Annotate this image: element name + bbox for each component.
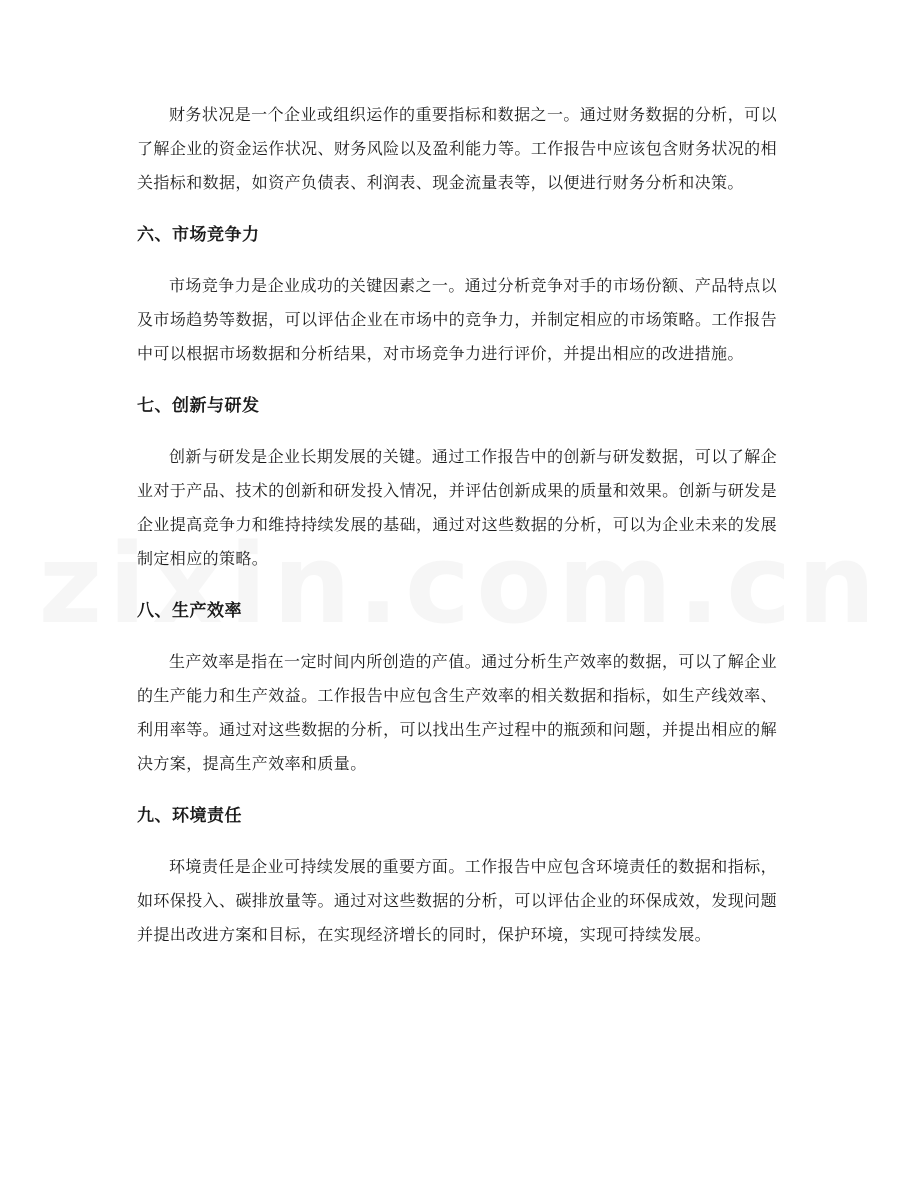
- paragraph-market: 市场竞争力是企业成功的关键因素之一。通过分析竞争对手的市场份额、产品特点以及市场趋势等数据，可以评估企业在市场中的竞争力，并制定相应的市场策略。工作报告中可以根据市场数据和分析结果，对市场竞争力进行评价，并提出相应的改进措施。: [137, 276, 777, 363]
- heading-market: 六、市场竞争力: [137, 225, 260, 245]
- paragraph-environment: 环境责任是企业可持续发展的重要方面。工作报告中应包含环境责任的数据和指标，如环保投入、碳排放量等。通过对这些数据的分析，可以评估企业的环保成效，发现问题并提出改进方案和目标，在实现经济增长的同时，保护环境，实现可持续发展。: [137, 857, 777, 944]
- heading-environment: 九、环境责任: [137, 806, 242, 826]
- paragraph-production: 生产效率是指在一定时间内所创造的产值。通过分析生产效率的数据，可以了解企业的生产能力和生产效益。工作报告中应包含生产效率的相关数据和指标，如生产线效率、利用率等。通过对这些数据的分析，可以找出生产过程中的瓶颈和问题，并提出相应的解决方案，提高生产效率和质量。: [137, 652, 777, 773]
- document-body: [137, 98, 777, 952]
- paragraph-finance: 财务状况是一个企业或组织运作的重要指标和数据之一。通过财务数据的分析，可以了解企业的资金运作状况、财务风险以及盈利能力等。工作报告中应该包含财务状况的相关指标和数据，如资产负债表、利润表、现金流量表等，以便进行财务分析和决策。: [137, 105, 777, 192]
- heading-production: 八、生产效率: [137, 601, 242, 621]
- paragraph-innovation: 创新与研发是企业长期发展的关键。通过工作报告中的创新与研发数据，可以了解企业对于产品、技术的创新和研发投入情况，并评估创新成果的质量和效果。创新与研发是企业提高竞争力和维持持续发展的基础，通过对这些数据的分析，可以为企业未来的发展制定相应的策略。: [137, 447, 777, 568]
- heading-innovation: 七、创新与研发: [137, 396, 260, 416]
